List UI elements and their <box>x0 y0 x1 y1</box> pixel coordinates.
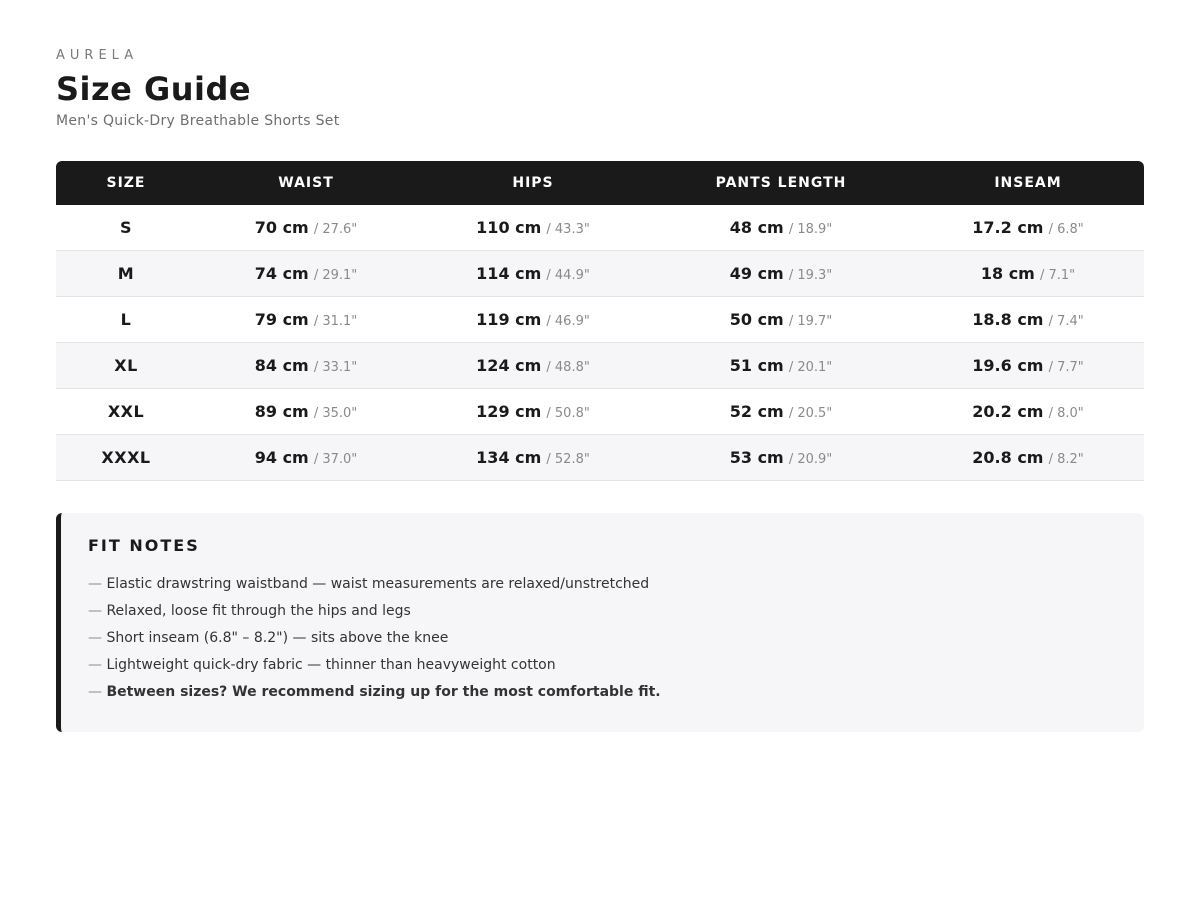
inch-value: / 19.3" <box>788 268 833 283</box>
cm-value: 114 cm <box>476 264 542 283</box>
inch-value: / 37.0" <box>313 452 358 467</box>
inch-value: / 33.1" <box>313 360 358 375</box>
column-header-hips: HIPS <box>416 161 650 205</box>
inseam-cell <box>912 343 1144 389</box>
inch-value: / 52.8" <box>546 452 590 467</box>
column-header-waist: WAIST <box>196 161 416 205</box>
cm-value: 110 cm <box>476 218 542 237</box>
inch-value: / 29.1" <box>313 268 358 283</box>
pants-length-cell <box>650 435 912 481</box>
list-item <box>88 652 1116 679</box>
dash-marker: — <box>88 630 102 646</box>
inch-value: / 18.9" <box>788 222 833 237</box>
pants-length-cell <box>650 297 912 343</box>
inch-value: / 7.7" <box>1048 360 1084 375</box>
inch-value: / 19.7" <box>788 314 833 329</box>
list-item <box>88 625 1116 652</box>
waist-cell <box>196 343 416 389</box>
cm-value: 89 cm <box>254 402 309 421</box>
note-text: Relaxed, loose fit through the hips and legs <box>106 603 411 619</box>
pants-length-cell <box>650 251 912 297</box>
cm-value: 79 cm <box>254 310 309 329</box>
table-row <box>56 435 1144 481</box>
hips-cell <box>416 343 650 389</box>
inch-value: / 44.9" <box>546 268 590 283</box>
cm-value: 17.2 cm <box>972 218 1044 237</box>
note-text: Short inseam (6.8" – 8.2") — sits above the knee <box>106 630 449 646</box>
fit-notes-title: FIT NOTES <box>88 536 200 555</box>
size-cell: L <box>56 297 196 343</box>
cm-value: 53 cm <box>729 448 784 467</box>
inseam-cell <box>912 251 1144 297</box>
size-table <box>56 161 1144 481</box>
cm-value: 124 cm <box>476 356 542 375</box>
cm-value: 119 cm <box>476 310 542 329</box>
pants-length-cell <box>650 205 912 251</box>
table-row <box>56 251 1144 297</box>
list-item <box>88 571 1116 598</box>
cm-value: 50 cm <box>729 310 784 329</box>
inch-value: / 50.8" <box>546 406 590 421</box>
inch-value: / 46.9" <box>546 314 590 329</box>
table-row <box>56 205 1144 251</box>
inch-value: / 7.1" <box>1039 268 1076 283</box>
page-title: Size Guide <box>56 70 252 108</box>
cm-value: 70 cm <box>254 218 309 237</box>
column-header-inseam: INSEAM <box>912 161 1144 205</box>
inch-value: / 20.1" <box>788 360 833 375</box>
hips-cell <box>416 389 650 435</box>
table-row <box>56 389 1144 435</box>
brand-name: AURELA <box>56 48 139 63</box>
table-row <box>56 297 1144 343</box>
hips-cell <box>416 205 650 251</box>
column-header-pants-length: PANTS LENGTH <box>650 161 912 205</box>
pants-length-cell <box>650 389 912 435</box>
inch-value: / 20.5" <box>788 406 833 421</box>
cm-value: 20.2 cm <box>972 402 1044 421</box>
cm-value: 19.6 cm <box>972 356 1044 375</box>
inseam-cell <box>912 297 1144 343</box>
cm-value: 18 cm <box>980 264 1035 283</box>
pants-length-cell <box>650 343 912 389</box>
waist-cell <box>196 297 416 343</box>
cm-value: 52 cm <box>729 402 784 421</box>
dash-marker: — <box>88 657 102 673</box>
cm-value: 134 cm <box>476 448 542 467</box>
waist-cell <box>196 389 416 435</box>
cm-value: 74 cm <box>254 264 309 283</box>
fit-notes-panel <box>56 513 1144 732</box>
cm-value: 94 cm <box>254 448 309 467</box>
hips-cell <box>416 435 650 481</box>
dash-marker: — <box>88 576 102 592</box>
waist-cell <box>196 251 416 297</box>
cm-value: 20.8 cm <box>972 448 1044 467</box>
size-cell: XXXL <box>56 435 196 481</box>
column-header-size: SIZE <box>56 161 196 205</box>
inch-value: / 31.1" <box>313 314 358 329</box>
cm-value: 49 cm <box>729 264 784 283</box>
inch-value: / 27.6" <box>313 222 358 237</box>
note-text-emphasis: Between sizes? We recommend sizing up for the most comfortable fit. <box>106 684 661 700</box>
cm-value: 84 cm <box>254 356 309 375</box>
inseam-cell <box>912 205 1144 251</box>
list-item <box>88 679 1116 706</box>
inch-value: / 35.0" <box>313 406 358 421</box>
inch-value: / 7.4" <box>1048 314 1084 329</box>
list-item <box>88 598 1116 625</box>
inch-value: / 20.9" <box>788 452 833 467</box>
cm-value: 18.8 cm <box>972 310 1044 329</box>
size-cell: XXL <box>56 389 196 435</box>
inch-value: / 48.8" <box>546 360 590 375</box>
hips-cell <box>416 251 650 297</box>
inch-value: / 8.0" <box>1048 406 1084 421</box>
product-subtitle: Men's Quick-Dry Breathable Shorts Set <box>56 113 340 129</box>
table-row <box>56 343 1144 389</box>
cm-value: 129 cm <box>476 402 542 421</box>
hips-cell <box>416 297 650 343</box>
fit-notes-list <box>88 571 1116 706</box>
inch-value: / 6.8" <box>1048 222 1084 237</box>
inseam-cell <box>912 435 1144 481</box>
note-text: Lightweight quick-dry fabric — thinner than heavyweight cotton <box>106 657 556 673</box>
size-cell: M <box>56 251 196 297</box>
inch-value: / 43.3" <box>546 222 590 237</box>
waist-cell <box>196 435 416 481</box>
inch-value: / 8.2" <box>1048 452 1084 467</box>
cm-value: 51 cm <box>729 356 784 375</box>
cm-value: 48 cm <box>729 218 784 237</box>
dash-marker: — <box>88 684 102 700</box>
dash-marker: — <box>88 603 102 619</box>
size-cell: S <box>56 205 196 251</box>
note-text: Elastic drawstring waistband — waist measurements are relaxed/unstretched <box>106 576 650 592</box>
waist-cell <box>196 205 416 251</box>
inseam-cell <box>912 389 1144 435</box>
size-cell: XL <box>56 343 196 389</box>
table-header-row <box>56 161 1144 205</box>
